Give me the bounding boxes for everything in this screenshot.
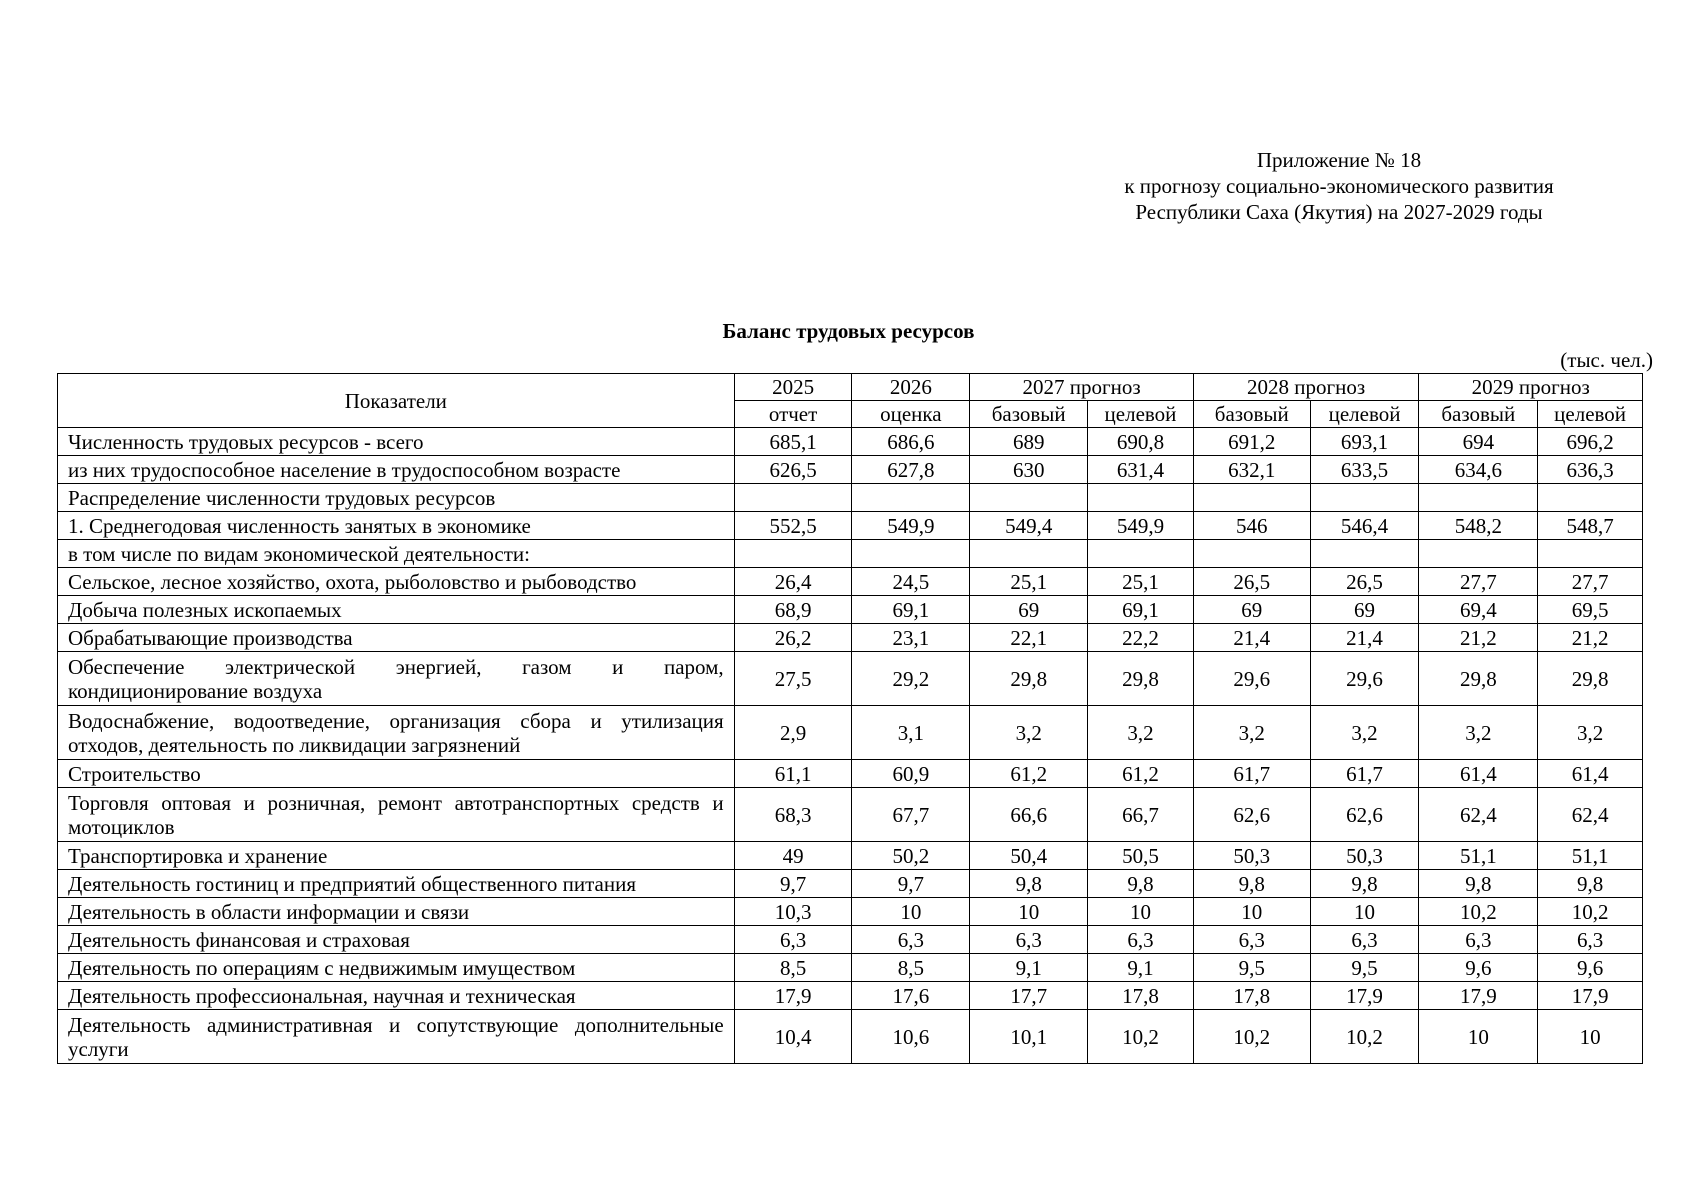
cell-2029-base: 9,6 [1419, 954, 1538, 982]
cell-2029-target: 9,6 [1538, 954, 1643, 982]
row-label: Добыча полезных ископаемых [58, 596, 735, 624]
cell-2026: 17,6 [852, 982, 970, 1010]
row-label: Деятельность профессиональная, научная и техническая [58, 982, 735, 1010]
labor-balance-table [57, 373, 1643, 1064]
cell-2028-target: 633,5 [1310, 456, 1419, 484]
table-row [58, 706, 1643, 760]
cell-2025: 49 [734, 842, 852, 870]
cell-2028-base: 17,8 [1193, 982, 1310, 1010]
cell-2026 [852, 484, 970, 512]
row-label: Водоснабжение, водоотведение, организация сбора и утилизация отходов, деятельность по ликвидации загрязнений [58, 706, 735, 760]
cell-2027-target [1088, 540, 1194, 568]
table-row [58, 954, 1643, 982]
table-row [58, 428, 1643, 456]
cell-2029-base: 10,2 [1419, 898, 1538, 926]
cell-2027-base [970, 540, 1088, 568]
cell-2028-base: 61,7 [1193, 760, 1310, 788]
cell-2026: 10 [852, 898, 970, 926]
cell-2027-base: 25,1 [970, 568, 1088, 596]
cell-2028-target: 3,2 [1310, 706, 1419, 760]
cell-2027-target: 6,3 [1088, 926, 1194, 954]
cell-2027-base [970, 484, 1088, 512]
cell-2028-target [1310, 484, 1419, 512]
cell-2026: 8,5 [852, 954, 970, 982]
cell-2029-target: 3,2 [1538, 706, 1643, 760]
cell-2028-target: 69 [1310, 596, 1419, 624]
units-label: (тыс. чел.) [1560, 348, 1653, 372]
cell-2029-target: 10 [1538, 1010, 1643, 1064]
cell-2029-base: 548,2 [1419, 512, 1538, 540]
table-row [58, 788, 1643, 842]
cell-2028-target: 9,8 [1310, 870, 1419, 898]
row-label: 1. Среднегодовая численность занятых в экономике [58, 512, 735, 540]
cell-2028-target: 50,3 [1310, 842, 1419, 870]
table-row [58, 760, 1643, 788]
header-2026-estimate: оценка [852, 401, 970, 428]
cell-2028-base: 29,6 [1193, 652, 1310, 706]
cell-2028-base [1193, 540, 1310, 568]
cell-2029-target: 51,1 [1538, 842, 1643, 870]
header-year-2027: 2027 прогноз [970, 374, 1194, 401]
cell-2029-base: 10 [1419, 1010, 1538, 1064]
header-2028-target: целевой [1310, 401, 1419, 428]
cell-2026: 23,1 [852, 624, 970, 652]
cell-2027-target: 29,8 [1088, 652, 1194, 706]
row-label: Транспортировка и хранение [58, 842, 735, 870]
cell-2029-target: 696,2 [1538, 428, 1643, 456]
cell-2027-target: 631,4 [1088, 456, 1194, 484]
cell-2028-base: 10 [1193, 898, 1310, 926]
cell-2029-base: 634,6 [1419, 456, 1538, 484]
table-row [58, 898, 1643, 926]
cell-2028-target: 693,1 [1310, 428, 1419, 456]
cell-2026: 3,1 [852, 706, 970, 760]
cell-2025 [734, 484, 852, 512]
cell-2029-base: 27,7 [1419, 568, 1538, 596]
cell-2028-base [1193, 484, 1310, 512]
cell-2028-target: 21,4 [1310, 624, 1419, 652]
document-title: Баланс трудовых ресурсов [722, 319, 975, 343]
cell-2027-target: 25,1 [1088, 568, 1194, 596]
appendix-line-3: Республики Саха (Якутия) на 2027-2029 годы [1135, 200, 1543, 224]
cell-2026: 627,8 [852, 456, 970, 484]
cell-2029-base: 9,8 [1419, 870, 1538, 898]
header-2028-base: базовый [1193, 401, 1310, 428]
cell-2027-base: 61,2 [970, 760, 1088, 788]
cell-2026: 69,1 [852, 596, 970, 624]
row-label: Строительство [58, 760, 735, 788]
table-row [58, 842, 1643, 870]
appendix-line-2: к прогнозу социально-экономического развития [1124, 174, 1554, 198]
cell-2028-base: 9,5 [1193, 954, 1310, 982]
cell-2029-target: 636,3 [1538, 456, 1643, 484]
cell-2025: 10,4 [734, 1010, 852, 1064]
cell-2025: 26,2 [734, 624, 852, 652]
cell-2027-target: 17,8 [1088, 982, 1194, 1010]
cell-2026: 686,6 [852, 428, 970, 456]
cell-2025: 2,9 [734, 706, 852, 760]
row-label: Обрабатывающие производства [58, 624, 735, 652]
cell-2025: 68,9 [734, 596, 852, 624]
cell-2025: 552,5 [734, 512, 852, 540]
cell-2027-base: 29,8 [970, 652, 1088, 706]
cell-2029-base: 61,4 [1419, 760, 1538, 788]
cell-2027-target: 50,5 [1088, 842, 1194, 870]
cell-2028-base: 10,2 [1193, 1010, 1310, 1064]
cell-2025: 17,9 [734, 982, 852, 1010]
table-row [58, 540, 1643, 568]
cell-2026: 9,7 [852, 870, 970, 898]
cell-2028-target: 61,7 [1310, 760, 1419, 788]
cell-2029-base: 694 [1419, 428, 1538, 456]
cell-2028-target: 10 [1310, 898, 1419, 926]
cell-2028-target: 29,6 [1310, 652, 1419, 706]
cell-2027-base: 22,1 [970, 624, 1088, 652]
cell-2027-target: 549,9 [1088, 512, 1194, 540]
cell-2029-target: 62,4 [1538, 788, 1643, 842]
cell-2028-base: 50,3 [1193, 842, 1310, 870]
row-label: Обеспечение электрической энергией, газом и паром, кондиционирование воздуха [58, 652, 735, 706]
row-label: Деятельность административная и сопутствующие дополнительные услуги [58, 1010, 735, 1064]
cell-2027-target: 69,1 [1088, 596, 1194, 624]
cell-2028-target: 546,4 [1310, 512, 1419, 540]
cell-2025 [734, 540, 852, 568]
row-label: из них трудоспособное население в трудоспособном возрасте [58, 456, 735, 484]
cell-2026: 10,6 [852, 1010, 970, 1064]
cell-2029-target: 17,9 [1538, 982, 1643, 1010]
cell-2029-base [1419, 540, 1538, 568]
cell-2026: 549,9 [852, 512, 970, 540]
table-row [58, 512, 1643, 540]
cell-2027-target: 61,2 [1088, 760, 1194, 788]
cell-2025: 61,1 [734, 760, 852, 788]
cell-2029-base: 21,2 [1419, 624, 1538, 652]
cell-2029-target [1538, 484, 1643, 512]
cell-2027-target: 66,7 [1088, 788, 1194, 842]
cell-2028-base: 69 [1193, 596, 1310, 624]
cell-2028-target: 10,2 [1310, 1010, 1419, 1064]
row-label: Деятельность по операциям с недвижимым имуществом [58, 954, 735, 982]
cell-2029-base: 6,3 [1419, 926, 1538, 954]
table-row [58, 982, 1643, 1010]
header-year-2025: 2025 [734, 374, 852, 401]
row-label: Распределение численности трудовых ресурсов [58, 484, 735, 512]
cell-2029-target: 27,7 [1538, 568, 1643, 596]
header-2027-base: базовый [970, 401, 1088, 428]
cell-2028-base: 9,8 [1193, 870, 1310, 898]
cell-2028-base: 691,2 [1193, 428, 1310, 456]
cell-2029-target: 29,8 [1538, 652, 1643, 706]
cell-2027-base: 10 [970, 898, 1088, 926]
appendix-line-1: Приложение № 18 [1256, 148, 1422, 172]
cell-2027-base: 689 [970, 428, 1088, 456]
header-2027-target: целевой [1088, 401, 1194, 428]
header-2029-base: базовый [1419, 401, 1538, 428]
cell-2029-base: 51,1 [1419, 842, 1538, 870]
cell-2025: 26,4 [734, 568, 852, 596]
cell-2027-base: 17,7 [970, 982, 1088, 1010]
cell-2027-target: 10 [1088, 898, 1194, 926]
cell-2027-target: 3,2 [1088, 706, 1194, 760]
table-row [58, 1010, 1643, 1064]
row-label: Деятельность финансовая и страховая [58, 926, 735, 954]
cell-2025: 27,5 [734, 652, 852, 706]
cell-2028-target: 26,5 [1310, 568, 1419, 596]
table-row [58, 484, 1643, 512]
table-header-row-1 [58, 374, 1643, 401]
cell-2029-base [1419, 484, 1538, 512]
cell-2026: 50,2 [852, 842, 970, 870]
cell-2028-target: 9,5 [1310, 954, 1419, 982]
cell-2029-target: 6,3 [1538, 926, 1643, 954]
cell-2028-base: 6,3 [1193, 926, 1310, 954]
cell-2029-target: 10,2 [1538, 898, 1643, 926]
table-row [58, 568, 1643, 596]
row-label: в том числе по видам экономической деятельности: [58, 540, 735, 568]
header-year-2028: 2028 прогноз [1193, 374, 1419, 401]
cell-2028-base: 26,5 [1193, 568, 1310, 596]
cell-2027-base: 69 [970, 596, 1088, 624]
row-label: Численность трудовых ресурсов - всего [58, 428, 735, 456]
row-label: Торговля оптовая и розничная, ремонт автотранспортных средств и мотоциклов [58, 788, 735, 842]
cell-2029-target: 548,7 [1538, 512, 1643, 540]
cell-2029-base: 62,4 [1419, 788, 1538, 842]
cell-2027-base: 50,4 [970, 842, 1088, 870]
cell-2029-target: 21,2 [1538, 624, 1643, 652]
table-row [58, 870, 1643, 898]
row-label: Деятельность в области информации и связи [58, 898, 735, 926]
row-label: Сельское, лесное хозяйство, охота, рыболовство и рыбоводство [58, 568, 735, 596]
cell-2025: 8,5 [734, 954, 852, 982]
table-row [58, 652, 1643, 706]
cell-2027-base: 9,1 [970, 954, 1088, 982]
cell-2027-target: 10,2 [1088, 1010, 1194, 1064]
cell-2028-target [1310, 540, 1419, 568]
header-year-2029: 2029 прогноз [1419, 374, 1643, 401]
header-indicator: Показатели [58, 374, 735, 428]
cell-2025: 685,1 [734, 428, 852, 456]
cell-2027-base: 549,4 [970, 512, 1088, 540]
cell-2025: 6,3 [734, 926, 852, 954]
cell-2029-base: 3,2 [1419, 706, 1538, 760]
cell-2026 [852, 540, 970, 568]
cell-2027-target: 9,8 [1088, 870, 1194, 898]
cell-2027-base: 10,1 [970, 1010, 1088, 1064]
cell-2028-base: 632,1 [1193, 456, 1310, 484]
cell-2028-target: 62,6 [1310, 788, 1419, 842]
cell-2026: 24,5 [852, 568, 970, 596]
cell-2026: 29,2 [852, 652, 970, 706]
cell-2027-target [1088, 484, 1194, 512]
cell-2026: 67,7 [852, 788, 970, 842]
cell-2027-base: 6,3 [970, 926, 1088, 954]
table-row [58, 596, 1643, 624]
cell-2027-target: 22,2 [1088, 624, 1194, 652]
cell-2025: 68,3 [734, 788, 852, 842]
cell-2029-base: 29,8 [1419, 652, 1538, 706]
cell-2028-base: 62,6 [1193, 788, 1310, 842]
cell-2027-target: 690,8 [1088, 428, 1194, 456]
cell-2029-target: 61,4 [1538, 760, 1643, 788]
cell-2029-target: 69,5 [1538, 596, 1643, 624]
cell-2027-base: 66,6 [970, 788, 1088, 842]
cell-2027-base: 630 [970, 456, 1088, 484]
table-row [58, 926, 1643, 954]
header-year-2026: 2026 [852, 374, 970, 401]
table-row [58, 624, 1643, 652]
header-2025-report: отчет [734, 401, 852, 428]
table-row [58, 456, 1643, 484]
cell-2029-target: 9,8 [1538, 870, 1643, 898]
cell-2025: 626,5 [734, 456, 852, 484]
cell-2029-target [1538, 540, 1643, 568]
cell-2029-base: 69,4 [1419, 596, 1538, 624]
cell-2025: 10,3 [734, 898, 852, 926]
cell-2026: 6,3 [852, 926, 970, 954]
cell-2027-target: 9,1 [1088, 954, 1194, 982]
appendix-header [1039, 147, 1639, 225]
cell-2026: 60,9 [852, 760, 970, 788]
cell-2028-target: 17,9 [1310, 982, 1419, 1010]
cell-2027-base: 3,2 [970, 706, 1088, 760]
cell-2028-target: 6,3 [1310, 926, 1419, 954]
cell-2029-base: 17,9 [1419, 982, 1538, 1010]
cell-2028-base: 21,4 [1193, 624, 1310, 652]
row-label: Деятельность гостиниц и предприятий общественного питания [58, 870, 735, 898]
cell-2027-base: 9,8 [970, 870, 1088, 898]
cell-2025: 9,7 [734, 870, 852, 898]
header-2029-target: целевой [1538, 401, 1643, 428]
cell-2028-base: 3,2 [1193, 706, 1310, 760]
cell-2028-base: 546 [1193, 512, 1310, 540]
